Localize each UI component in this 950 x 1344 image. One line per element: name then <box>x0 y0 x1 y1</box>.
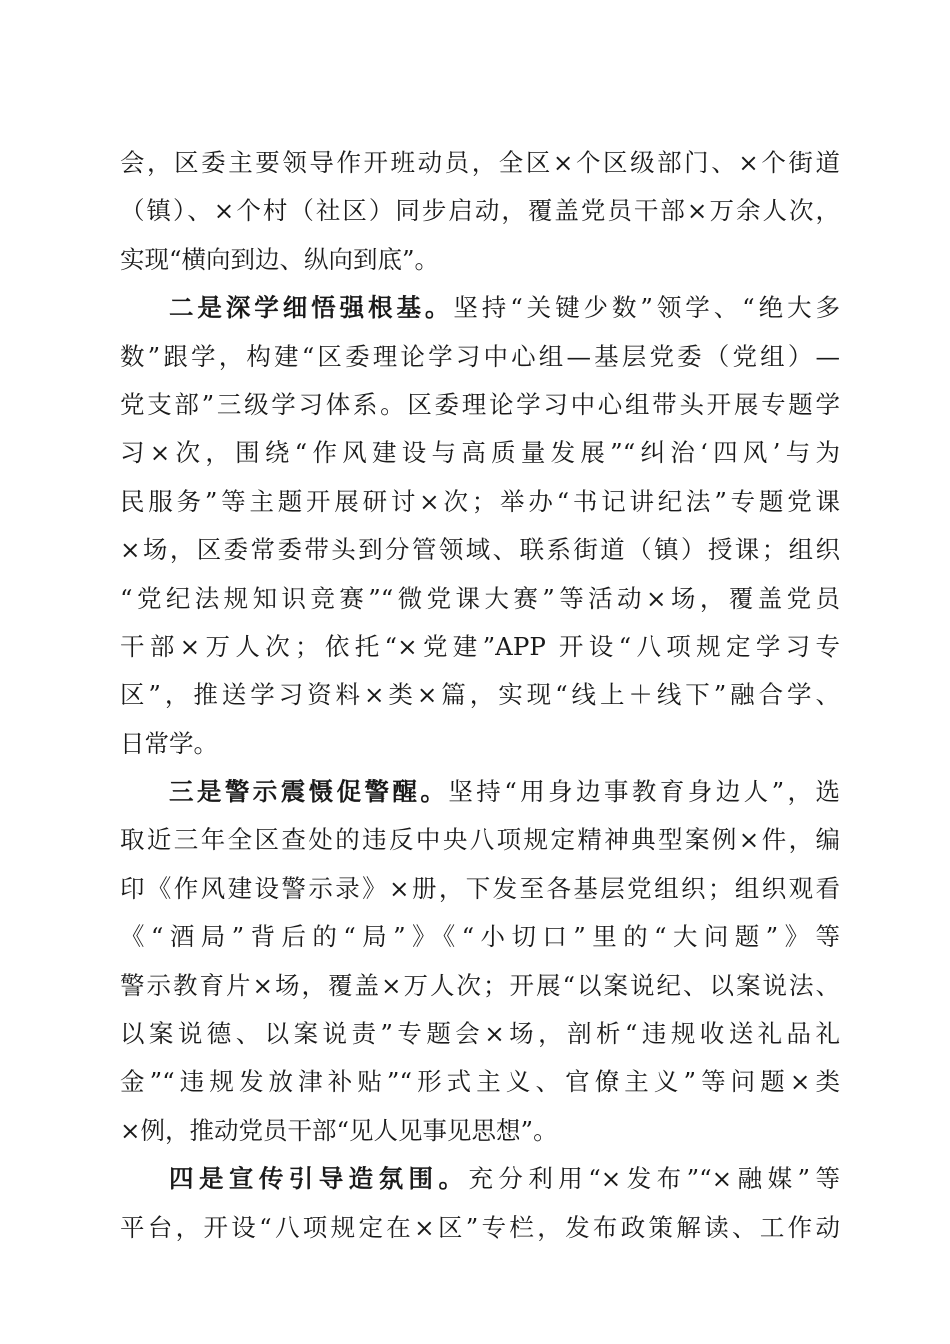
paragraph-lead-heading: 二是深学细悟强根基。 <box>169 293 454 323</box>
text-line: 民服务”等主题开展研讨×次；举办“书记讲纪法”专题党课 <box>120 486 840 516</box>
text-line <box>120 1155 840 1203</box>
text-line: ×场，区委常委带头到分管领域、联系街道（镇）授课；组织 <box>120 535 840 565</box>
text-line: 区”，推送学习资料×类×篇，实现“线上＋线下”融合学、 <box>120 680 840 710</box>
paragraph-lead-heading: 三是警示震慑促警醒。 <box>169 777 449 807</box>
paragraph-2 <box>120 284 840 768</box>
text-line: 日常学。 <box>120 728 218 758</box>
paragraph-1 <box>120 139 840 284</box>
text-line: 数”跟学，构建“区委理论学习中心组—基层党委（党组）— <box>120 341 840 371</box>
paragraph-lead-heading: 四是宣传引导造氛围。 <box>169 1164 469 1194</box>
text-line: 《“酒局”背后的“局”》《“小切口”里的“大问题”》等 <box>120 922 840 952</box>
text-line: 习×次，围绕“作风建设与高质量发展”“纠治‘四风’与为 <box>120 438 840 468</box>
text-line <box>120 284 840 332</box>
paragraph-3 <box>120 768 840 1155</box>
text-line: 警示教育片×场，覆盖×万人次；开展“以案说纪、以案说法、 <box>120 970 840 1000</box>
document-body <box>120 139 840 1252</box>
text-span: 坚持“关键少数”领学、“绝大多 <box>453 293 840 323</box>
text-span: 坚持“用身边事教育身边人”，选 <box>448 777 840 807</box>
text-line: 金”“违规发放津补贴”“形式主义、官僚主义”等问题×类 <box>120 1067 840 1097</box>
text-line: “党纪法规知识竞赛”“微党课大赛”等活动×场，覆盖党员 <box>120 583 840 613</box>
text-line: （镇）、×个村（社区）同步启动，覆盖党员干部×万余人次， <box>120 196 840 226</box>
text-line <box>120 768 840 816</box>
paragraph-4 <box>120 1155 840 1252</box>
text-span: 充分利用“×发布”“×融媒”等 <box>468 1164 840 1194</box>
text-line: 会，区委主要领导作开班动员，全区×个区级部门、×个街道 <box>120 148 840 177</box>
text-line: 实现“横向到边、纵向到底”。 <box>120 244 440 274</box>
text-line: 干部×万人次；依托“×党建”APP 开设“八项规定学习专 <box>120 631 840 661</box>
text-line: 平台，开设“八项规定在×区”专栏，发布政策解读、工作动 <box>120 1212 840 1242</box>
text-line: ×例，推动党员干部“见人见事见思想”。 <box>120 1115 558 1145</box>
text-line: 党支部”三级学习体系。区委理论学习中心组带头开展专题学 <box>120 389 840 419</box>
text-line: 取近三年全区查处的违反中央八项规定精神典型案例×件，编 <box>120 825 840 855</box>
text-line: 印《作风建设警示录》×册，下发至各基层党组织；组织观看 <box>120 873 840 903</box>
text-line: 以案说德、以案说责”专题会×场，剖析“违规收送礼品礼 <box>120 1019 840 1049</box>
